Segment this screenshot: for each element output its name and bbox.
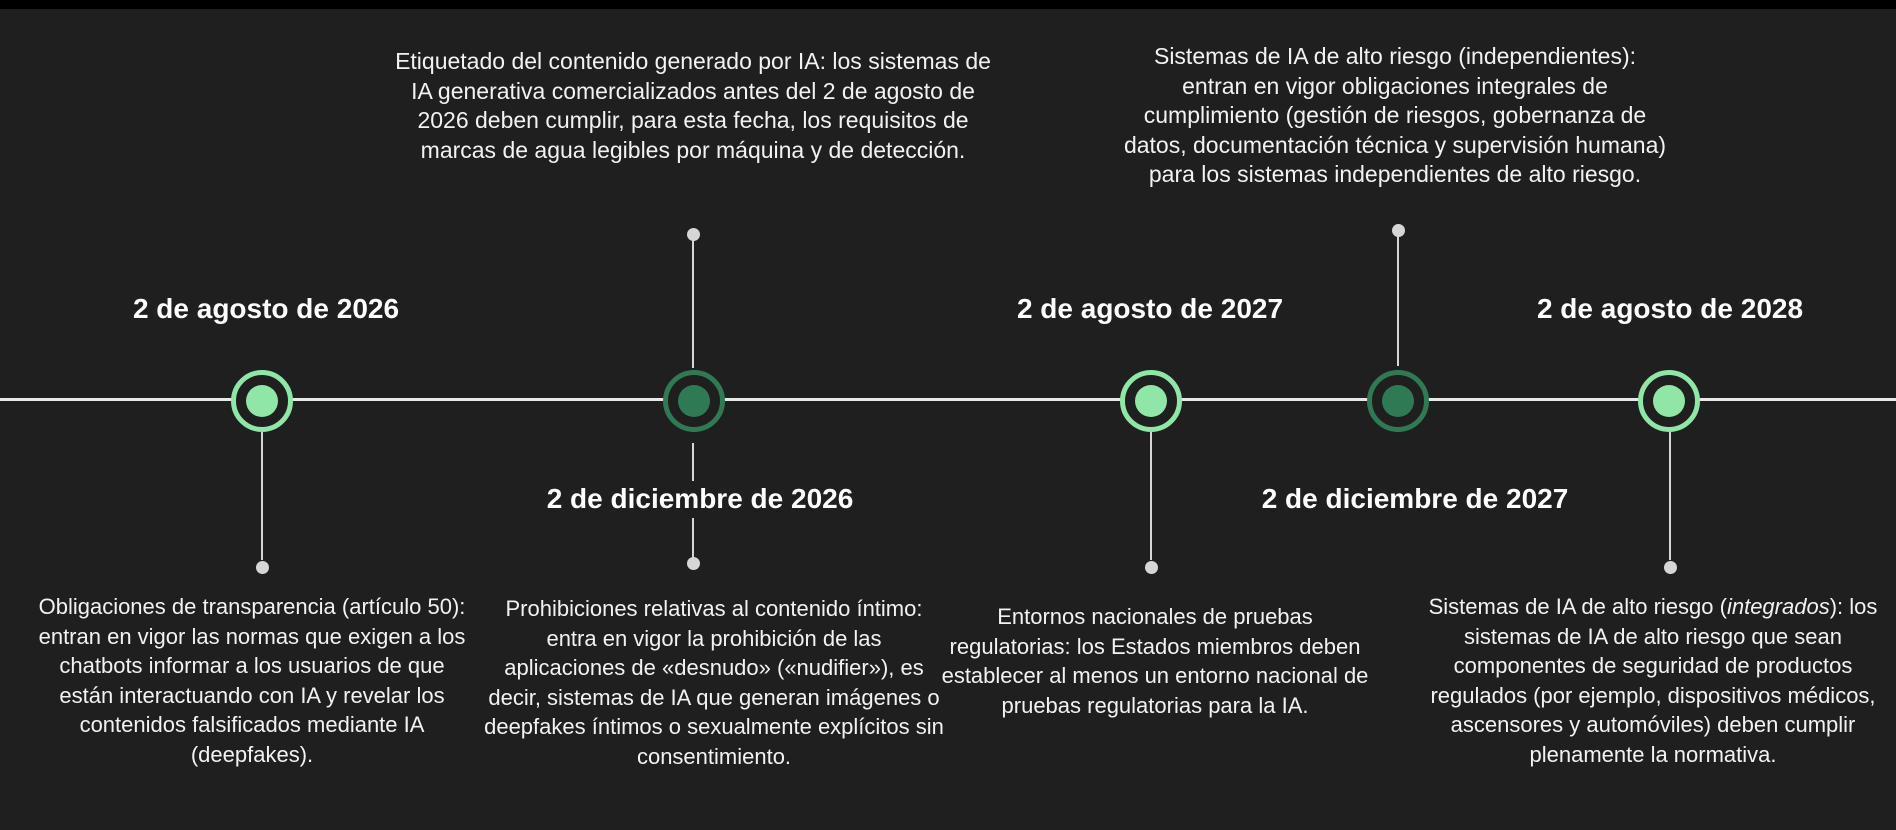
description-body: los Estados miembros deben establecer al menos un entorno nacional de pruebas regulatorias para la IA. — [941, 633, 1369, 718]
marker-core — [1653, 385, 1685, 417]
milestone-marker-aug-2028 — [1638, 370, 1700, 432]
milestone-date-aug-2026: 2 de agosto de 2026 — [132, 293, 400, 324]
milestone-description-dec-2026 — [484, 594, 944, 771]
marker-core — [1382, 385, 1414, 417]
marker-core — [678, 385, 710, 417]
marker-core — [1135, 385, 1167, 417]
milestone-top-description-dec-2026 — [388, 47, 998, 165]
milestone-marker-aug-2026 — [231, 370, 293, 432]
description-title: Prohibiciones relativas al contenido íntimo: — [505, 596, 923, 621]
connector-end-dot — [687, 557, 700, 570]
milestone-marker-dec-2026 — [663, 370, 725, 432]
description-body: entran en vigor las normas que exigen a los chatbots informar a los usuarios de que están interactuando con IA y revelar los contenidos falsificados mediante IA (deepfakes). — [38, 623, 466, 767]
connector-line — [1150, 432, 1152, 560]
title-emphasis: integrados — [1726, 594, 1830, 619]
connector-end-dot — [1145, 561, 1158, 574]
milestone-description-aug-2027 — [940, 602, 1370, 720]
connector-end-dot — [1664, 561, 1677, 574]
milestone-description-aug-2028 — [1428, 592, 1878, 769]
connector-line — [1669, 432, 1671, 560]
description-title: Entornos nacionales de pruebas regulatorias: — [949, 604, 1313, 659]
marker-core — [246, 385, 278, 417]
milestone-date-aug-2028: 2 de agosto de 2028 — [1536, 293, 1804, 324]
title-main: Sistemas de IA de alto riesgo ( — [1428, 594, 1727, 619]
milestone-top-description-dec-2027 — [1120, 42, 1670, 190]
milestone-marker-aug-2027 — [1120, 370, 1182, 432]
connector-line — [261, 432, 263, 560]
connector-end-dot — [256, 561, 269, 574]
connector-line — [692, 518, 694, 558]
description-title: Sistemas de IA de alto riesgo (independientes): — [1153, 43, 1636, 69]
connector-line — [692, 443, 694, 481]
description-body: entran en vigor obligaciones integrales de cumplimiento (gestión de riesgos, gobernanza de datos, documentación técnica y supervisión humana) para los sistemas independientes de alto riesgo. — [1123, 72, 1667, 187]
description-title — [1429, 594, 1844, 619]
description-title: Obligaciones de transparencia (artículo 50): — [38, 594, 466, 619]
title-end: ): — [1829, 594, 1844, 619]
description-body: los sistemas de IA generativa comercializados antes del 2 de agosto de 2026 deben cumplir, para esta fecha, los requisitos de marcas de agua legibles por máquina y de detección. — [411, 48, 991, 163]
connector-line — [692, 240, 694, 368]
top-bar — [0, 0, 1896, 9]
connector-line — [1397, 236, 1399, 366]
description-body: los sistemas de IA de alto riesgo que sean componentes de seguridad de productos regulados (por ejemplo, dispositivos médicos, ascensores y automóviles) deben cumplir plenamente la normativa. — [1430, 594, 1878, 767]
milestone-description-aug-2026 — [32, 592, 472, 769]
milestone-date-dec-2026: 2 de diciembre de 2026 — [546, 483, 854, 514]
milestone-date-aug-2027: 2 de agosto de 2027 — [1016, 293, 1284, 324]
description-title: Etiquetado del contenido generado por IA: — [395, 48, 827, 74]
milestone-marker-dec-2027 — [1367, 370, 1429, 432]
description-body: entra en vigor la prohibición de las aplicaciones de «desnudo» («nudifier»), es decir, sistemas de IA que generan imágenes o deepfakes íntimos o sexualmente explícitos sin consentimiento. — [484, 625, 944, 769]
milestone-date-dec-2027: 2 de diciembre de 2027 — [1261, 483, 1569, 514]
